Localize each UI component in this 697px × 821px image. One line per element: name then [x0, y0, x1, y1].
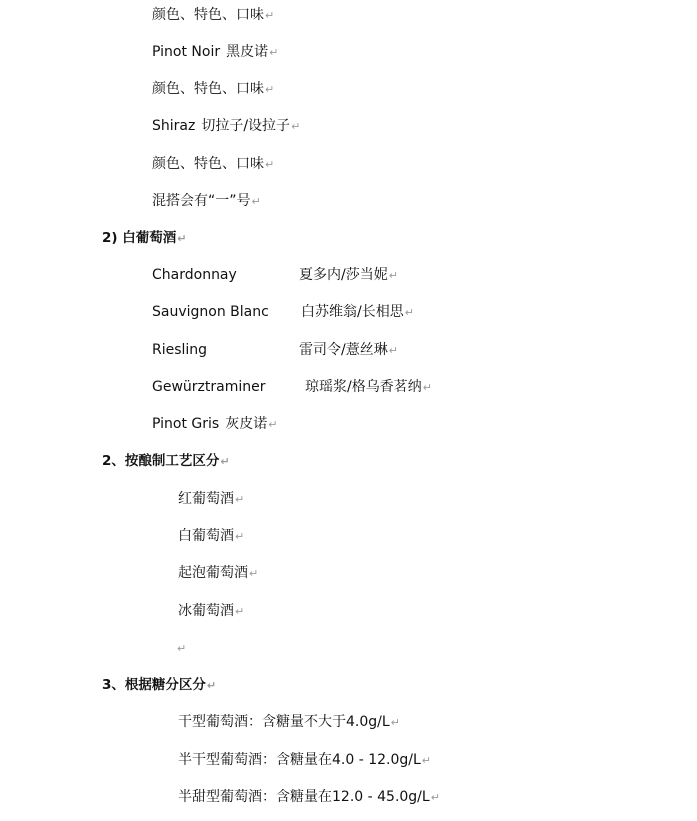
variety-en-name: Sauvignon Blanc [152, 304, 269, 320]
text-line [152, 79, 274, 99]
list-item [178, 601, 244, 621]
variety-zh-name: 夏多内/莎当妮 [299, 267, 388, 283]
variety-zh-name: 雷司令/薏丝琳 [299, 342, 388, 358]
paragraph-mark-icon: ↵ [291, 120, 301, 133]
variety-zh-name: 白苏维翁/长相思 [301, 304, 404, 320]
empty-paragraph [176, 638, 186, 658]
heading-text: 3、根据糖分区分 [102, 677, 206, 693]
variety-zh-name: 琼瑶浆/格乌香茗纳 [305, 379, 422, 395]
list-item [178, 712, 400, 732]
paragraph-mark-icon: ↵ [390, 716, 400, 729]
variety-en-name: Shiraz [152, 118, 196, 134]
paragraph-mark-icon: ↵ [251, 195, 261, 208]
list-item [178, 489, 244, 509]
paragraph-mark-icon: ↵ [265, 9, 275, 22]
variety-zh-name: 黑皮诺 [226, 44, 269, 60]
paragraph-mark-icon: ↵ [265, 83, 275, 96]
list-item [178, 563, 258, 583]
section-heading-white-wine [102, 228, 186, 248]
line-text: 颜色、特色、口味 [152, 81, 264, 97]
paragraph-mark-icon: ↵ [421, 754, 432, 767]
item-text: 白葡萄酒 [178, 528, 234, 544]
variety-line-shiraz [152, 116, 300, 136]
variety-en-name: Gewürztraminer [152, 379, 266, 395]
list-item [178, 787, 440, 807]
item-text: 半甜型葡萄酒：含糖量在12.0 - 45.0g/L [178, 789, 430, 805]
paragraph-mark-icon: ↵ [388, 344, 398, 357]
text-line [152, 191, 261, 211]
paragraph-mark-icon: ↵ [177, 232, 187, 245]
text-line [152, 154, 274, 174]
variety-line-chardonnay [152, 265, 452, 285]
heading-text: 2、按酿制工艺区分 [102, 453, 220, 469]
item-text: 起泡葡萄酒 [178, 565, 248, 581]
item-text: 红葡萄酒 [178, 491, 234, 507]
paragraph-mark-icon: ↵ [265, 158, 275, 171]
variety-en-name: Chardonnay [152, 267, 237, 283]
section-heading-by-process [102, 451, 230, 471]
variety-line-riesling [152, 340, 452, 360]
paragraph-mark-icon: ↵ [404, 306, 414, 319]
variety-line-pinot-gris [152, 414, 277, 434]
paragraph-mark-icon: ↵ [220, 455, 230, 468]
paragraph-mark-icon: ↵ [388, 269, 398, 282]
paragraph-mark-icon: ↵ [235, 605, 245, 618]
variety-line-pinot-noir [152, 42, 278, 62]
list-item [178, 526, 244, 546]
section-heading-by-sugar [102, 675, 216, 695]
paragraph-mark-icon: ↵ [269, 46, 279, 59]
paragraph-mark-icon: ↵ [249, 567, 259, 580]
item-text: 干型葡萄酒：含糖量不大于4.0g/L [178, 714, 390, 730]
variety-zh-name: 切拉子/设拉子 [201, 118, 291, 134]
variety-line-gewurztraminer [152, 377, 472, 397]
paragraph-mark-icon: ↵ [235, 493, 245, 506]
line-text: 颜色、特色、口味 [152, 7, 264, 23]
item-text: 冰葡萄酒 [178, 603, 234, 619]
variety-en-name: Pinot Noir [152, 44, 221, 60]
line-text: 混搭会有“一”号 [152, 193, 251, 209]
item-text: 半干型葡萄酒：含糖量在4.0 - 12.0g/L [178, 752, 421, 768]
text-line [152, 5, 274, 25]
paragraph-mark-icon: ↵ [268, 418, 278, 431]
list-item [178, 750, 431, 770]
variety-en-name: Riesling [152, 342, 208, 358]
heading-text: 2) 白葡萄酒 [102, 230, 177, 246]
variety-line-sauvignon-blanc [152, 302, 452, 322]
variety-zh-name: 灰皮诺 [225, 416, 268, 432]
paragraph-mark-icon: ↵ [430, 791, 440, 804]
paragraph-mark-icon: ↵ [422, 381, 432, 394]
line-text: 颜色、特色、口味 [152, 156, 264, 172]
paragraph-mark-icon: ↵ [206, 679, 217, 692]
paragraph-mark-icon: ↵ [235, 530, 245, 543]
paragraph-mark-icon: ↵ [177, 642, 187, 655]
variety-en-name: Pinot Gris [152, 416, 220, 432]
